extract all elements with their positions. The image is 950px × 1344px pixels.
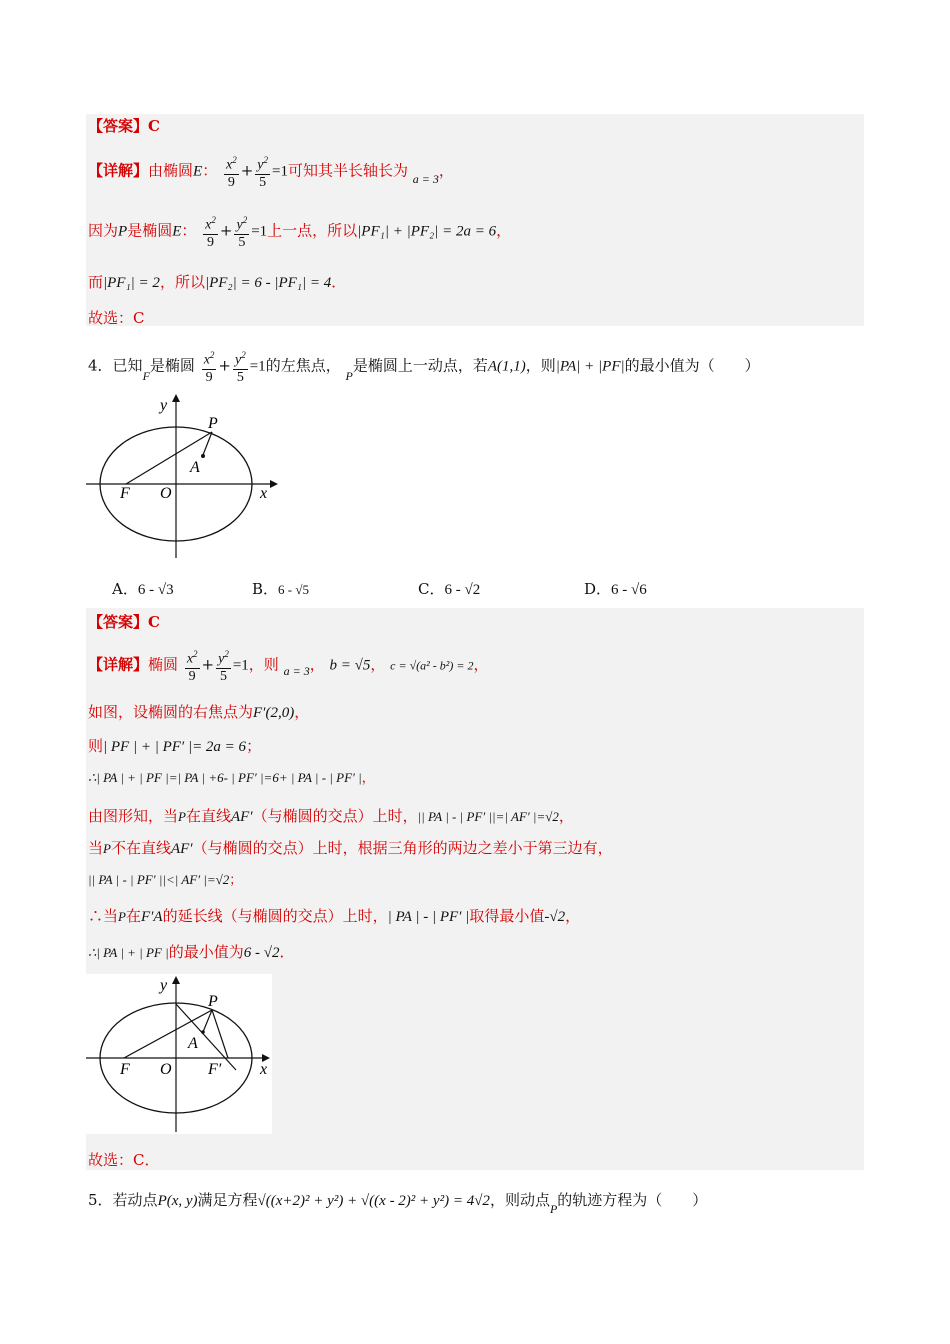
semi-major-value: a = 3 (412, 172, 439, 187)
choose-line-1: 故选：C (88, 309, 145, 327)
q4-text-d: 是椭圆上一动点，若 (352, 356, 488, 375)
line2-text-c: 上一点，所以 (267, 221, 358, 240)
detail2-line-2: 如图，设椭圆的右焦点为F′(2,0)， (88, 703, 310, 721)
q4-number: 4． (88, 356, 113, 375)
line3-text-b: ，所以 (159, 273, 205, 291)
segment-PA (203, 432, 212, 455)
svg-text:O: O (160, 1061, 172, 1078)
label-F: F (120, 485, 130, 502)
label-y: y (160, 397, 168, 414)
line2-text-b: 是椭圆 (127, 221, 173, 240)
svg-text:A: A (188, 1035, 198, 1052)
frac-y2-5-b: $\frac{y^2}{5}$ (234, 212, 249, 251)
question-4: 4．已知$_F$是椭圆 $\frac{x^2}{9}$ + $\frac{y^2}{5}$ =1的左焦点， $_P$是椭圆上一动点，若A(1,1)，则|PA| + |PF|的最小值为（ ） (88, 347, 760, 386)
label-O: O (160, 485, 172, 502)
detail-line-3: 而|PF₁| = 2，所以|PF₂| = 6 - |PF₁| = 4． (88, 273, 347, 291)
answer-ellipse-figure (86, 974, 272, 1134)
detail2-line-3: 则| PF | + | PF′ |= 2a = 6； (88, 737, 262, 755)
answer-text: 【答案】C (88, 117, 160, 135)
line3-math2: |PF₂| = 6 - |PF₁| = 4 (204, 275, 332, 291)
svg-text:y: y (160, 977, 168, 994)
x-axis-arrow (270, 480, 278, 488)
detail-line-2: 因为P是椭圆E： $\frac{x^2}{9}$ + $\frac{y^2}{5}$ =1上一点，所以|PF₁| + |PF₂| = 2a = 6， (88, 212, 511, 251)
svg-text:P: P (208, 993, 218, 1010)
option-a[interactable]: A．6 - √3 (112, 580, 174, 598)
q4-expr: |PA| + |PF| (555, 358, 625, 375)
q4-text-e: ，则 (525, 356, 556, 375)
label-A: A (190, 459, 200, 476)
q4-text-c: 的左焦点， (265, 356, 341, 375)
q4-frac-x: $\frac{x^2}{9}$ (202, 347, 217, 386)
ellipse-name: E (193, 163, 203, 180)
q4-ellipse-figure (86, 392, 286, 560)
line2-text-a: 因为 (88, 221, 119, 240)
detail2-line-6: 当P不在直线AF′（与椭圆的交点）上时，根据三角形的两边之差小于第三边有， (88, 839, 613, 857)
q4-P: P (345, 369, 353, 384)
option-d[interactable]: D．6 - √6 (584, 580, 647, 598)
detail-line-1: 【详解】由椭圆E： $\frac{x^2}{9}$ + $\frac{y^2}{5}$ =1可知其半长轴长为 $_{a = 3}$， (88, 152, 454, 191)
detail-label: 【详解】 (88, 161, 149, 180)
q4-text-f: 的最小值为（ ） (624, 356, 760, 375)
answer-line-2: 【答案】C (88, 613, 160, 631)
detail2-line-7: || PA | - | PF′ ||<| AF′ |=√2； (88, 872, 243, 888)
answer-line-1 (88, 116, 160, 136)
frac-x2-9-b: $\frac{x^2}{9}$ (203, 212, 218, 251)
point-A (201, 454, 205, 458)
q4-text-b: 是椭圆 (149, 356, 195, 375)
line3-text-a: 而 (88, 273, 104, 291)
question-5: 5．若动点P(x, y)满足方程√((x+2)² + y²) + √((x - 2)² + y²) = 4√2，则动点$_P$的轨迹方程为（ ） (88, 1191, 708, 1216)
detail-text-b: 可知其半长轴长为 (287, 161, 408, 180)
svg-text:x: x (260, 1061, 268, 1078)
option-c[interactable]: C．6 - √2 (418, 580, 481, 598)
label-x: x (260, 485, 268, 502)
detail2-line-8: ∴当P在F′A的延长线（与椭圆的交点）上时，| PA | - | PF′ |取得最小值-√2， (88, 907, 581, 925)
line3-math1: |PF₁| = 2 (103, 275, 160, 291)
svg-text:F: F (120, 1061, 130, 1078)
q4-frac-y: $\frac{y^2}{5}$ (233, 347, 248, 386)
detail-text: 由椭圆 (148, 161, 194, 180)
q4-A-point: A(1,1) (487, 358, 526, 375)
option-b[interactable]: B．6 - √5 (252, 580, 309, 598)
frac2-y: $\frac{y^2}{5}$ (216, 646, 231, 685)
detail2-line-9: ∴| PA | + | PF |的最小值为6 - √2． (88, 943, 295, 961)
segment-FP (126, 432, 212, 484)
label-P: P (208, 415, 218, 432)
q4-text-a: 已知 (112, 356, 143, 375)
frac-x2-9: $\frac{x^2}{9}$ (224, 152, 239, 191)
detail2-line-4: ∴| PA | + | PF |=| PA | +6- | PF′ |=6+ | PA | - | PF′ |， (88, 770, 375, 786)
svg-text:F′: F′ (208, 1061, 222, 1078)
choose-line-2: 故选：C． (88, 1151, 160, 1169)
frac-y2-5: $\frac{y^2}{5}$ (255, 152, 270, 191)
frac2-x: $\frac{x^2}{9}$ (185, 646, 200, 685)
line2-math: |PF₁| + |PF₂| = 2a = 6 (357, 223, 497, 240)
q4-F: F (142, 369, 150, 384)
detail2-line-5: 由图形知，当P在直线AF′（与椭圆的交点）上时，|| PA | - | PF′ ||=| AF′ |=√2， (88, 807, 574, 825)
y-axis-arrow (172, 394, 180, 402)
detail2-line-1: 【详解】椭圆 $\frac{x^2}{9}$ + $\frac{y^2}{5}$ =1，则 $_{a = 3}$， b = √5， c = √(a² - b²) = 2， (88, 646, 488, 685)
